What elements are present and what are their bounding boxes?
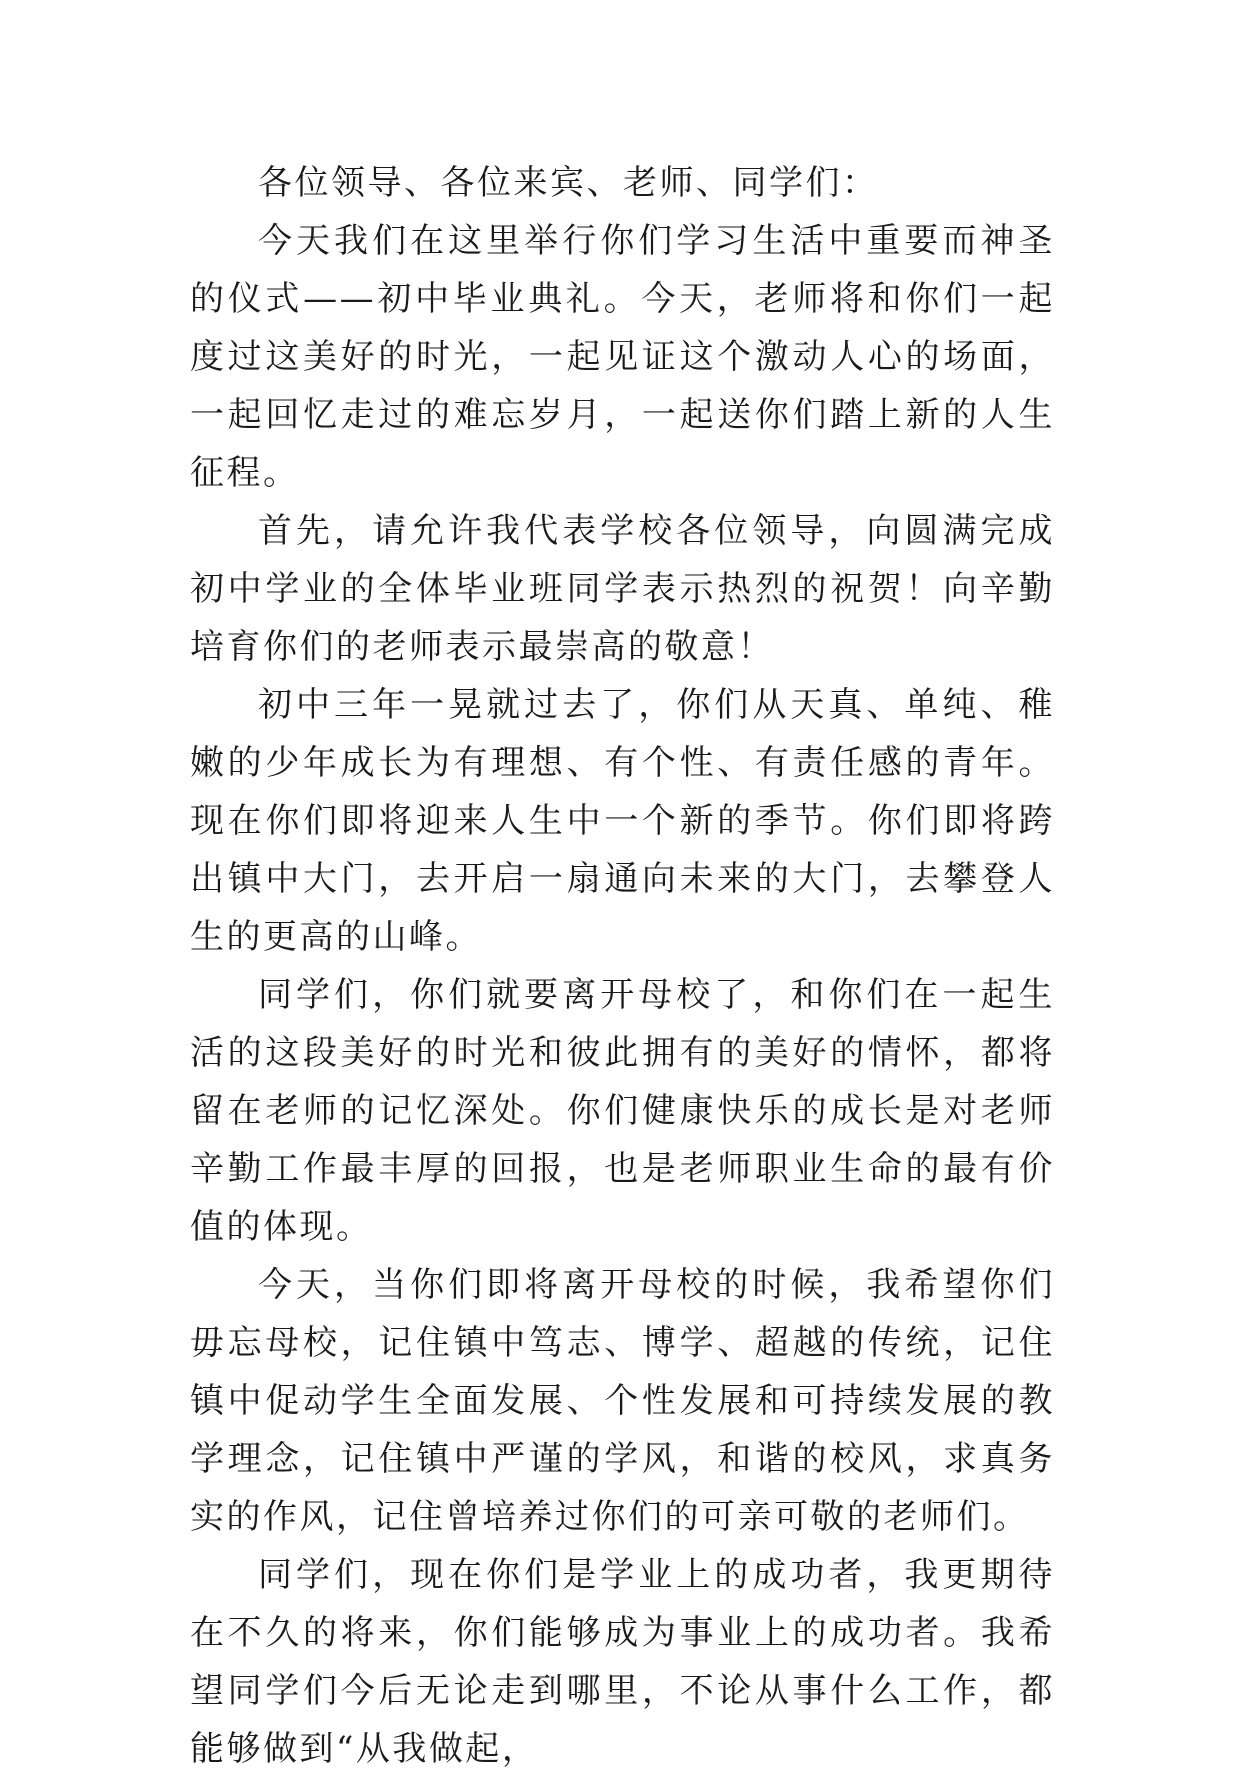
paragraph-5: 今天，当你们即将离开母校的时候，我希望你们毋忘母校，记住镇中笃志、博学、超越的传统，记住镇中促动学生全面发展、个性发展和可持续发展的教学理念，记住镇中严谨的学风，和谐的校风，求真务实的作风，记住曾培养过你们的可亲可敬的老师们。 <box>190 1265 1055 1537</box>
paragraph-6: 同学们，现在你们是学业上的成功者，我更期待在不久的将来，你们能够成为事业上的成功者。我希望同学们今后无论走到哪里，不论从事什么工作，都能够做到“从我做起， <box>190 1555 1055 1769</box>
paragraph-salutation: 各位领导、各位来宾、老师、同学们： <box>258 163 879 203</box>
paragraph-4: 同学们，你们就要离开母校了，和你们在一起生活的这段美好的时光和彼此拥有的美好的情怀，都将留在老师的记忆深处。你们健康快乐的成长是对老师辛勤工作最丰厚的回报，也是老师职业生命的最有价值的体现。 <box>190 975 1055 1247</box>
paragraph-1: 今天我们在这里举行你们学习生活中重要而神圣的仪式——初中毕业典礼。今天，老师将和你们一起度过这美好的时光，一起见证这个激动人心的场面，一起回忆走过的难忘岁月，一起送你们踏上新的人生征程。 <box>190 221 1055 493</box>
speech-text <box>190 154 1055 1778</box>
paragraph-3: 初中三年一晃就过去了，你们从天真、单纯、稚嫩的少年成长为有理想、有个性、有责任感的青年。现在你们即将迎来人生中一个新的季节。你们即将跨出镇中大门，去开启一扇通向未来的大门，去攀登人生的更高的山峰。 <box>190 685 1055 957</box>
paragraph-2: 首先，请允许我代表学校各位领导，向圆满完成初中学业的全体毕业班同学表示热烈的祝贺！向辛勤培育你们的老师表示最崇高的敬意！ <box>190 511 1055 667</box>
